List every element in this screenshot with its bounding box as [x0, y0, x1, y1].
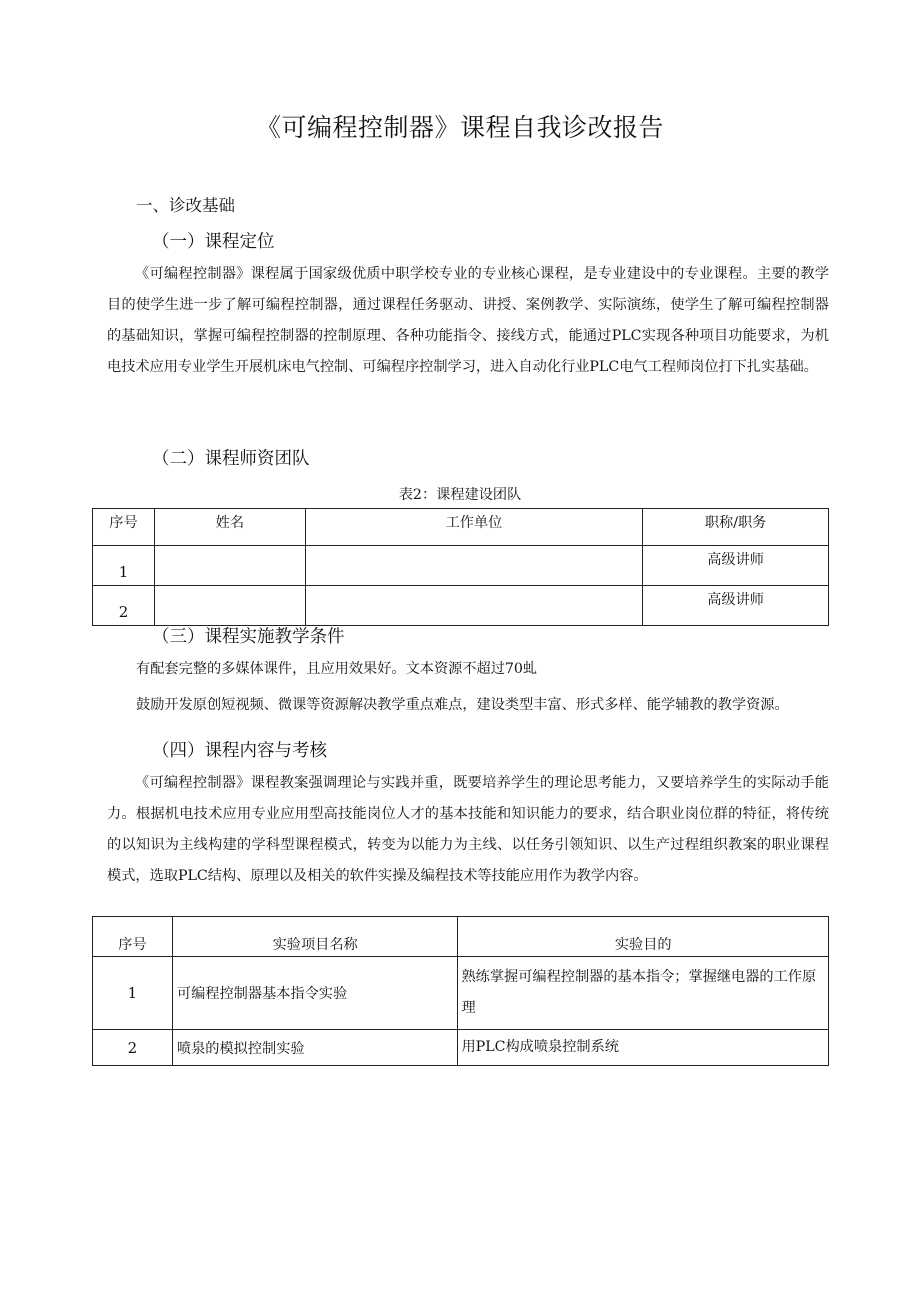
- header-cell-experiment-goal: 实验目的: [458, 917, 829, 957]
- cell-work-unit: [305, 586, 643, 626]
- content-assessment-paragraph: 《可编程控制器》课程教案强调理论与实践并重，既要培养学生的理论思考能力，又要培养学生的实际动手能力。根据机电技术应用专业应用型高技能岗位人才的基本技能和知识能力的要求，结合职业岗位群的特征，将传统的以知识为主线构建的学科型课程模式，转变为以能力为主线、以任务引领知识、以生产过程组织教案的职业课程模式，选取PLC结构、原理以及相关的软件实操及编程技术等技能应用作为教学内容。: [107, 775, 829, 884]
- cell-number: 2: [93, 1030, 173, 1066]
- cell-number: 1: [93, 546, 155, 586]
- document-title: 《可编程控制器》课程自我诊改报告: [255, 113, 664, 142]
- header-cell-experiment-name: 实验项目名称: [172, 917, 458, 957]
- table-header-row: [93, 917, 829, 957]
- cell-name: [154, 586, 305, 626]
- subsection-heading-teaching-conditions: （三）课程实施教学条件: [152, 627, 345, 647]
- header-cell-number: 序号: [93, 917, 173, 957]
- cell-work-unit: [305, 546, 643, 586]
- teaching-conditions-line-2: 鼓励开发原创短视频、微课等资源解决教学重点难点，建设类型丰富、形式多样、能学辅教的教学资源。: [136, 697, 789, 713]
- table-row: [93, 1030, 829, 1066]
- experiment-table: [92, 916, 829, 1066]
- course-positioning-paragraph: 《可编程控制器》课程属于国家级优质中职学校专业的专业核心课程，是专业建设中的专业课程。主要的教学目的使学生进一步了解可编程控制器，通过课程任务驱动、讲授、案例教学、实际演练，使学生了解可编程控制器的基础知识，掌握可编程控制器的控制原理、各种功能指令、接线方式，能通过PLC实现各种项目功能要求，为机电技术应用专业学生开展机床电气控制、可编程序控制学习，进入自动化行业PLC电气工程师岗位打下扎实基础。: [107, 266, 829, 375]
- section-heading-diagnosis-basis: 一、诊改基础: [136, 196, 235, 215]
- subsection-heading-course-positioning: （一）课程定位: [152, 232, 275, 252]
- teaching-team-table: [92, 508, 829, 626]
- header-cell-title: 职称/职务: [643, 509, 829, 546]
- header-cell-number: 序号: [93, 509, 155, 546]
- teaching-conditions-line-1: 有配套完整的多媒体课件，且应用效果好。文本资源不超过70虬: [136, 661, 538, 677]
- table-row: [93, 546, 829, 586]
- table-row: [93, 586, 829, 626]
- cell-number: 1: [93, 957, 173, 1030]
- cell-name: [154, 546, 305, 586]
- cell-experiment-name: 可编程控制器基本指令实验: [172, 957, 458, 1030]
- cell-number: 2: [93, 586, 155, 626]
- table-row: [93, 957, 829, 1030]
- table-header-row: [93, 509, 829, 546]
- cell-title: 高级讲师: [643, 546, 829, 586]
- cell-experiment-goal: 用PLC构成喷泉控制系统: [458, 1030, 829, 1066]
- cell-title: 高级讲师: [643, 586, 829, 626]
- table-caption: 表2：课程建设团队: [398, 487, 522, 503]
- subsection-heading-content-assessment: （四）课程内容与考核: [152, 741, 327, 761]
- header-cell-work-unit: 工作单位: [305, 509, 643, 546]
- header-cell-name: 姓名: [154, 509, 305, 546]
- cell-experiment-goal: 熟练掌握可编程控制器的基本指令；掌握继电器的工作原理: [458, 957, 829, 1030]
- subsection-heading-teaching-team: （二）课程师资团队: [152, 449, 310, 469]
- cell-experiment-name: 喷泉的模拟控制实验: [172, 1030, 458, 1066]
